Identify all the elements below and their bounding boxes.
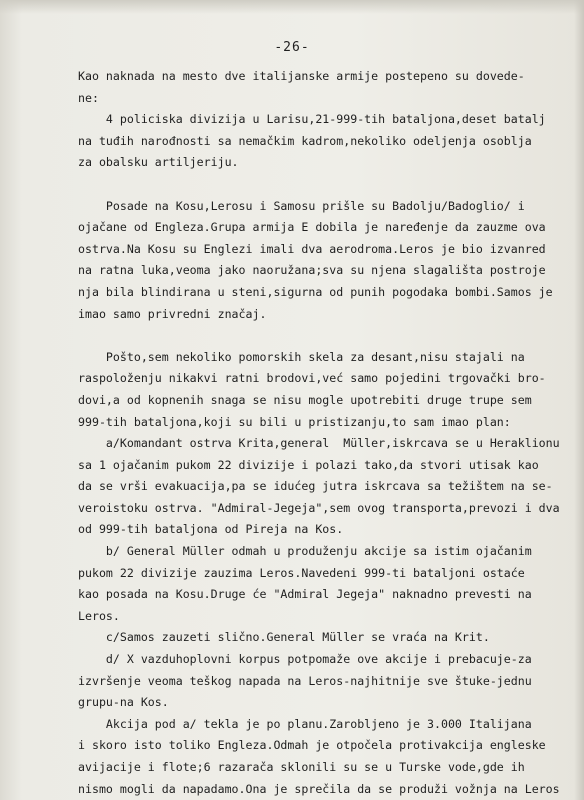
text-line: c/Samos zauzeti slično.General Müller se vraća na Krit. bbox=[78, 630, 490, 645]
blank-line bbox=[78, 174, 578, 196]
text-line: grupu-na Kos. bbox=[78, 695, 169, 710]
text-line: sa 1 ojačanim pukom 22 divizije i polazi tako,da stvori utisak kao bbox=[78, 457, 539, 472]
text-line: b/ General Müller odmah u produženju akcije sa istim ojačanim bbox=[78, 544, 532, 559]
text-line: 4 policiska divizija u Larisu,21-999-tih bataljona,deset batalj bbox=[78, 112, 546, 127]
document-body bbox=[78, 66, 578, 800]
text-line: Kao naknada na mesto dve italijanske armije postepeno su dovede- bbox=[78, 69, 525, 83]
text-line: Leros. bbox=[78, 608, 120, 623]
text-line: imao samo privredni značaj. bbox=[78, 306, 267, 321]
text-line: od 999-tih bataljona od Pireja na Kos. bbox=[78, 522, 344, 537]
text-line: dovi,a od kopnenih snaga se nisu mogle upotrebiti druge trupe sem bbox=[78, 392, 532, 407]
text-line: izvršenje veoma teškog napada na Leros-najhitnije sve štuke-jednu bbox=[78, 673, 532, 688]
scan-shadow-top bbox=[0, 0, 584, 14]
text-line: 999-tih bataljona,koji su bili u pristizanju,to sam imao plan: bbox=[78, 414, 511, 429]
text-line: nismo mogli da napadamo.Ona je sprečila da se produži vožnja na Leros bbox=[78, 781, 560, 796]
text-line: kao posada na Kosu.Druge će "Admiral Jegeja" naknadno prevesti na bbox=[78, 587, 532, 602]
text-line: pukom 22 divizije zauzima Leros.Navedeni 999-ti bataljoni ostaće bbox=[78, 565, 525, 580]
text-line: za obalsku artiljeriju. bbox=[78, 155, 239, 170]
text-line: nja bila blindirana u steni,sigurna od punih pogodaka bombi.Samos je bbox=[78, 284, 553, 299]
text-line: Posade na Kosu,Lerosu i Samosu prišle su Badolju/Badoglio/ i bbox=[78, 198, 525, 213]
text-line: i skoro isto toliko Engleza.Odmah je otpočela protivakcija engleske bbox=[78, 738, 546, 753]
text-line: Akcija pod a/ tekla je po planu.Zarobljeno je 3.000 Italijana bbox=[78, 716, 532, 731]
text-line: ne: bbox=[78, 90, 99, 105]
page-number: -26- bbox=[274, 40, 310, 55]
text-line: Pošto,sem nekoliko pomorskih skela za desant,nisu stajali na bbox=[78, 349, 525, 364]
text-line: ojačane od Engleza.Grupa armija E dobila je naređenje da zauzme ova bbox=[78, 220, 546, 235]
text-line: ostrva.Na Kosu su Englezi imali dva aerodroma.Leros je bio izvanred bbox=[78, 241, 546, 256]
text-line: na ratna luka,veoma jako naoružana;sva su njena slagališta postroje bbox=[78, 263, 546, 278]
text-line: veroistoku ostrva. "Admiral-Jegeja",sem ovog transporta,prevozi i dva bbox=[78, 500, 560, 515]
text-line: a/Komandant ostrva Krita,general Müller,iskrcava se u Heraklionu bbox=[78, 436, 560, 451]
text-line: da se vrši evakuacija,pa se idućeg jutra iskrcava sa težištem na se- bbox=[78, 479, 553, 494]
text-line: na tuđih narođnosti sa nemačkim kadrom,nekoliko odeljenja osoblja bbox=[78, 133, 532, 148]
text-line: raspoloženju nikakvi ratni brodovi,već samo pojedini trgovački bro- bbox=[78, 371, 546, 386]
text-line: avijacije i flote;6 razarača sklonili su se u Turske vode,gde ih bbox=[78, 760, 525, 774]
text-line: d/ X vazduhoplovni korpus potpomaže ove akcije i prebacuje-za bbox=[78, 652, 532, 667]
blank-line bbox=[78, 325, 578, 347]
